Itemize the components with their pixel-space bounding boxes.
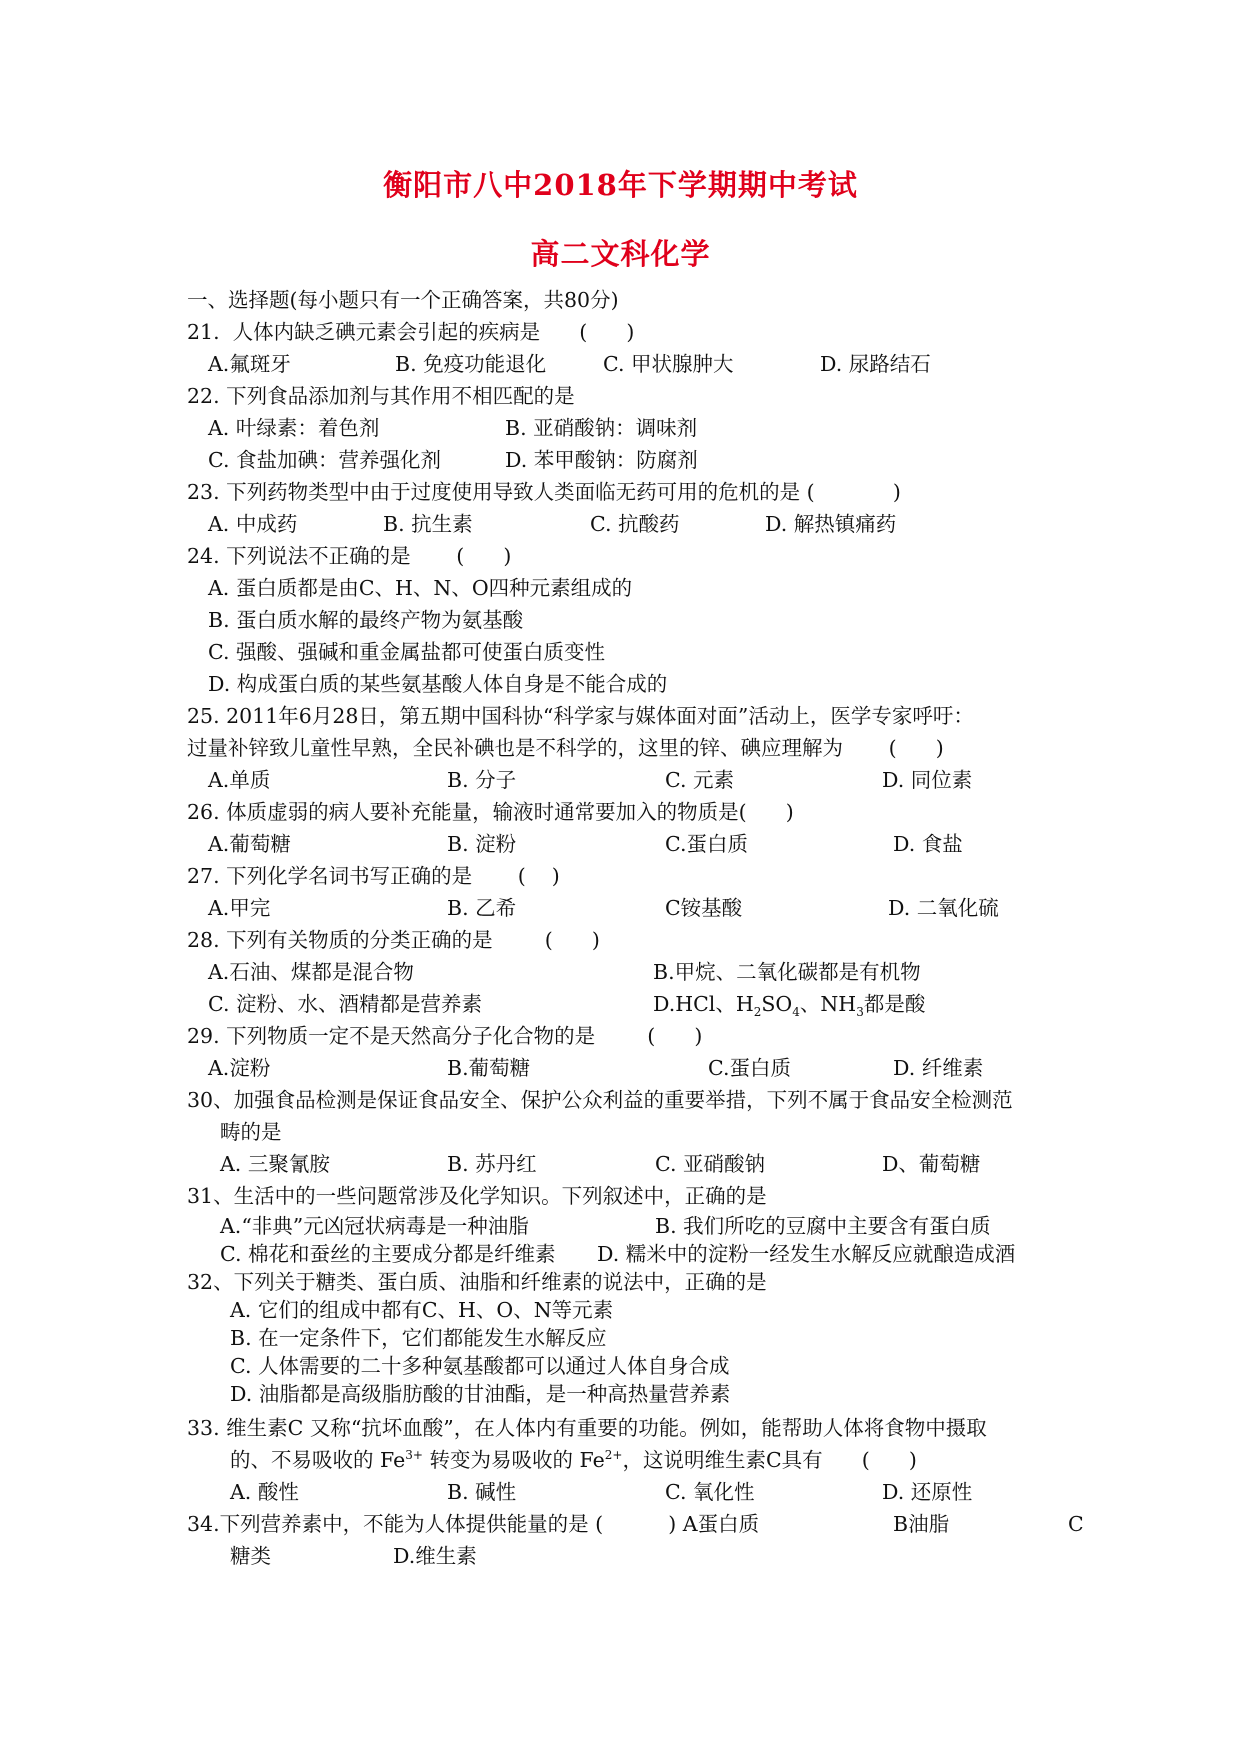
q23-stem: 23. 下列药物类型中由于过度使用导致人类面临无药可用的危机的是 ( ) [187, 480, 901, 504]
q30-option-d: D、葡萄糖 [882, 1152, 981, 1176]
q33-stem-line2: 的、不易吸收的 $Fe^{3+}$ 转变为易吸收的 $Fe^{2+}$，这说明维生素C具有 ( ) [230, 1448, 917, 1472]
q25-stem-line2: 过量补锌致儿童性早熟，全民补碘也是不科学的，这里的锌、碘应理解为 ( ) [187, 736, 944, 760]
q23-option-d: D. 解热镇痛药 [765, 512, 897, 536]
q34-stem-line1: 34.下列营养素中，不能为人体提供能量的是 ( ) A蛋白质 [187, 1512, 760, 1536]
q21-option-b: B. 免疫功能退化 [395, 352, 547, 376]
q32-option-a: A. 它们的组成中都有C、H、O、N等元素 [230, 1298, 614, 1322]
q30-stem-line2: 畴的是 [220, 1120, 282, 1144]
q31-option-d: D. 糯米中的淀粉一经发生水解反应就酿造成酒 [597, 1242, 1016, 1266]
q25-stem-line1: 25. 2011年6月28日，第五期中国科协“科学家与媒体面对面”活动上，医学专家呼吁： [187, 704, 974, 728]
q28-option-d: D.HCl、$H_2SO_4$、$NH_3$都是酸 [653, 992, 926, 1020]
q28-option-a: A.石油、煤都是混合物 [208, 960, 414, 984]
q28-option-c: C. 淀粉、水、酒精都是营养素 [208, 992, 482, 1016]
q29-option-a: A.淀粉 [208, 1056, 271, 1080]
q33-option-b: B. 碱性 [447, 1480, 517, 1504]
q24-stem: 24. 下列说法不正确的是 ( ) [187, 544, 512, 568]
q27-option-b: B. 乙希 [447, 896, 517, 920]
q34-option-c-letter: C [1068, 1512, 1084, 1536]
q22-option-d: D. 苯甲酸钠：防腐剂 [505, 448, 698, 472]
q25-option-a: A.单质 [208, 768, 271, 792]
q34-option-d: D.维生素 [393, 1544, 477, 1568]
q21-option-a: A.氟斑牙 [208, 352, 291, 376]
q23-option-c: C. 抗酸药 [590, 512, 680, 536]
q21-option-d: D. 尿路结石 [820, 352, 931, 376]
q30-option-a: A. 三聚氰胺 [220, 1152, 330, 1176]
q27-option-a: A.甲完 [208, 896, 271, 920]
q27-option-c: C铵基酸 [665, 896, 743, 920]
q30-option-b: B. 苏丹红 [447, 1152, 537, 1176]
q24-option-a: A. 蛋白质都是由C、H、N、O四种元素组成的 [208, 576, 633, 600]
q23-option-a: A. 中成药 [208, 512, 298, 536]
q25-option-d: D. 同位素 [882, 768, 973, 792]
q23-option-b: B. 抗生素 [383, 512, 473, 536]
q27-option-d: D. 二氧化硫 [888, 896, 999, 920]
q33-option-d: D. 还原性 [882, 1480, 973, 1504]
q32-option-b: B. 在一定条件下，它们都能发生水解反应 [230, 1326, 607, 1350]
q21-option-c: C. 甲状腺肿大 [603, 352, 734, 376]
q25-option-b: B. 分子 [447, 768, 517, 792]
q29-option-c: C.蛋白质 [708, 1056, 791, 1080]
q22-stem: 22. 下列食品添加剂与其作用不相匹配的是 [187, 384, 575, 408]
q34-option-c-text: 糖类 [230, 1544, 271, 1568]
q29-option-d: D. 纤维素 [893, 1056, 984, 1080]
q22-option-b: B. 亚硝酸钠：调味剂 [505, 416, 698, 440]
q26-stem: 26. 体质虚弱的病人要补充能量，输液时通常要加入的物质是( ) [187, 800, 794, 824]
q24-option-b: B. 蛋白质水解的最终产物为氨基酸 [208, 608, 524, 632]
q26-option-d: D. 食盐 [893, 832, 963, 856]
q26-option-a: A.葡萄糖 [208, 832, 291, 856]
q31-option-a: A.“非典”元凶冠状病毒是一种油脂 [220, 1214, 529, 1238]
q26-option-b: B. 淀粉 [447, 832, 517, 856]
section-heading: 一、选择题(每小题只有一个正确答案，共80分) [187, 288, 619, 312]
q26-option-c: C.蛋白质 [665, 832, 748, 856]
q34-option-b: B油脂 [893, 1512, 950, 1536]
q31-option-c: C. 棉花和蚕丝的主要成分都是纤维素 [220, 1242, 556, 1266]
q32-option-d: D. 油脂都是高级脂肪酸的甘油酯，是一种高热量营养素 [230, 1382, 731, 1406]
q30-option-c: C. 亚硝酸钠 [655, 1152, 765, 1176]
q29-option-b: B.葡萄糖 [447, 1056, 531, 1080]
q28-stem: 28. 下列有关物质的分类正确的是 ( ) [187, 928, 600, 952]
q28-option-b: B.甲烷、二氧化碳都是有机物 [653, 960, 921, 984]
q22-option-c: C. 食盐加碘：营养强化剂 [208, 448, 441, 472]
q33-option-c: C. 氧化性 [665, 1480, 755, 1504]
q33-option-a: A. 酸性 [230, 1480, 299, 1504]
q29-stem: 29. 下列物质一定不是天然高分子化合物的是 ( ) [187, 1024, 703, 1048]
q31-option-b: B. 我们所吃的豆腐中主要含有蛋白质 [655, 1214, 991, 1238]
q21-stem: 21. 人体内缺乏碘元素会引起的疾病是 ( ) [187, 320, 635, 344]
q33-stem-line1: 33. 维生素C 又称“抗坏血酸”，在人体内有重要的功能。例如，能帮助人体将食物中摄取 [187, 1416, 987, 1440]
q27-stem: 27. 下列化学名词书写正确的是 ( ) [187, 864, 560, 888]
q30-stem-line1: 30、加强食品检测是保证食品安全、保护公众利益的重要举措，下列不属于食品安全检测范 [187, 1088, 1013, 1112]
q32-stem: 32、下列关于糖类、蛋白质、油脂和纤维素的说法中，正确的是 [187, 1270, 767, 1294]
q31-stem: 31、生活中的一些问题常涉及化学知识。下列叙述中，正确的是 [187, 1184, 767, 1208]
exam-subtitle: 高二文科化学 [530, 237, 711, 271]
exam-title: 衡阳市八中2018年下学期期中考试 [383, 168, 858, 202]
q24-option-d: D. 构成蛋白质的某些氨基酸人体自身是不能合成的 [208, 672, 668, 696]
q32-option-c: C. 人体需要的二十多种氨基酸都可以通过人体自身合成 [230, 1354, 730, 1378]
q25-option-c: C. 元素 [665, 768, 734, 792]
q22-option-a: A. 叶绿素：着色剂 [208, 416, 380, 440]
q24-option-c: C. 强酸、强碱和重金属盐都可使蛋白质变性 [208, 640, 605, 664]
